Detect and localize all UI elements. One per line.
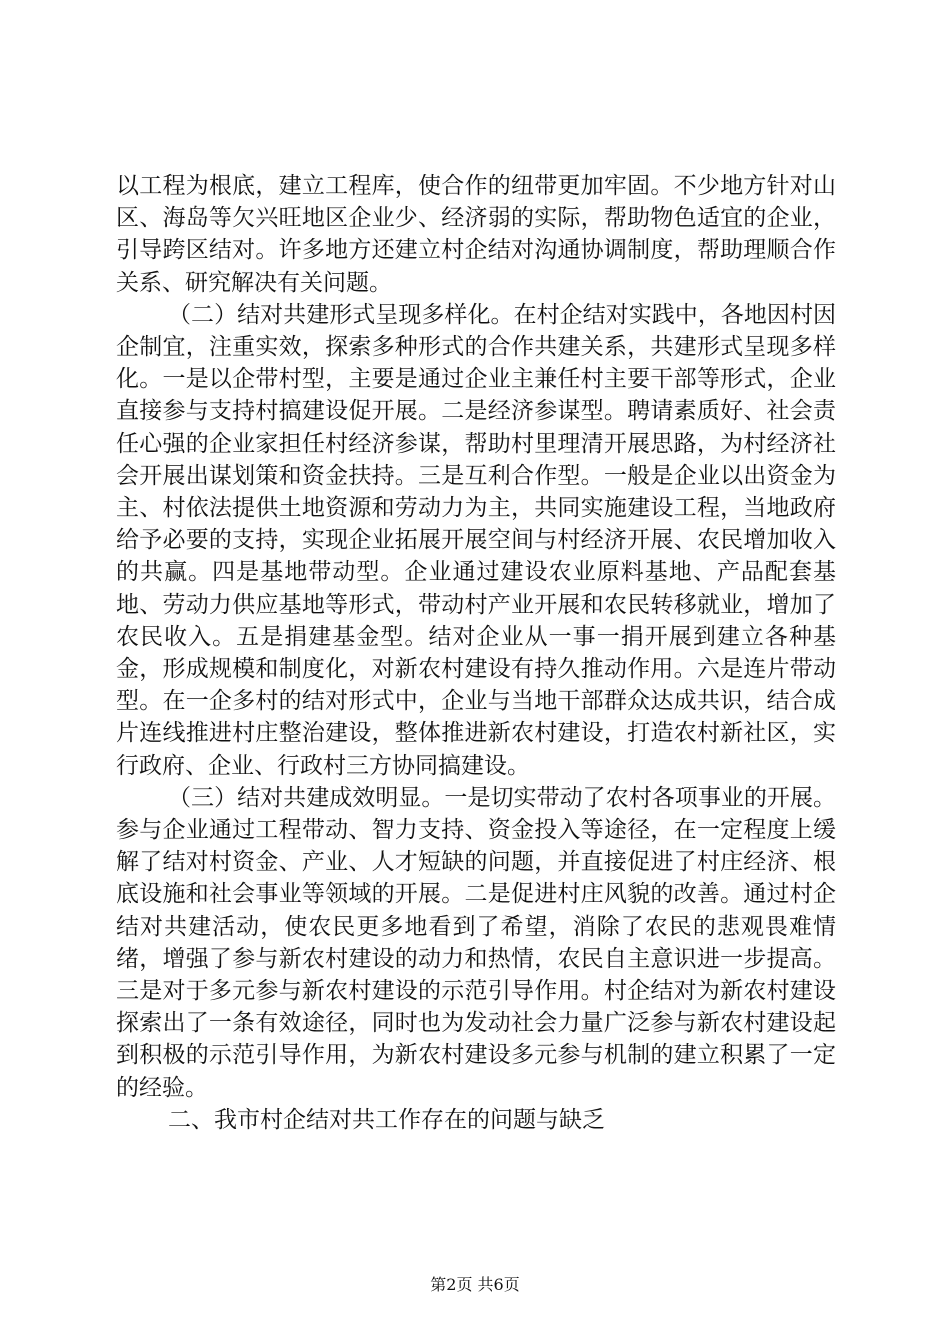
page-number: 第2页 共6页 (430, 1275, 520, 1294)
paragraph-section-three: （三）结对共建成效明显。一是切实带动了农村各项事业的开展。参与企业通过工程带动、智力支持、资金投入等途径，在一定程度上缓解了结对村资金、产业、人才短缺的问题，并直接促进了村庄经济、根底设施和社会事业等领域的开展。二是促进村庄风貌的改善。通过村企结对共建活动，使农民更多地看到了希望，消除了农民的悲观畏难情绪，增强了参与新农村建设的动力和热情，农民自主意识进一步提高。三是对于多元参与新农村建设的示范引导作用。村企结对为新农村建设探索出了一条有效途径，同时也为发动社会力量广泛参与新农村建设起到积极的示范引导作用，为新农村建设多元参与机制的建立积累了一定的经验。 (116, 784, 836, 1101)
paragraph-section-two: （二）结对共建形式呈现多样化。在村企结对实践中，各地因村因企制宜，注重实效，探索多种形式的合作共建关系，共建形式呈现多样化。一是以企带村型，主要是通过企业主兼任村主要干部等形式，企业直接参与支持村搞建设促开展。二是经济参谋型。聘请素质好、社会责任心强的企业家担任村经济参谋，帮助村里理清开展思路，为村经济社会开展出谋划策和资金扶持。三是互利合作型。一般是企业以出资金为主、村依法提供土地资源和劳动力为主，共同实施建设工程，当地政府给予必要的支持，实现企业拓展开展空间与村经济开展、农民增加收入的共赢。四是基地带动型。企业通过建设农业原料基地、产品配套基地、劳动力供应基地等形式，带动村产业开展和农民转移就业，增加了农民收入。五是捐建基金型。结对企业从一事一捐开展到建立各种基金，形成规模和制度化，对新农村建设有持久推动作用。六是连片带动型。在一企多村的结对形式中，企业与当地干部群众达成共识，结合成片连线推进村庄整治建设，整体推进新农村建设，打造农村新社区，实行政府、企业、行政村三方协同搞建设。 (116, 301, 836, 779)
document-body (116, 170, 836, 1136)
paragraph-continuation: 以工程为根底，建立工程库，使合作的纽带更加牢固。不少地方针对山区、海岛等欠兴旺地区企业少、经济弱的实际，帮助物色适宜的企业，引导跨区结对。许多地方还建立村企结对沟通协调制度，帮助理顺合作关系、研究解决有关问题。 (116, 173, 836, 296)
section-heading-problems: 二、我市村企结对共工作存在的问题与缺乏 (168, 1106, 605, 1133)
page-footer (0, 1272, 950, 1295)
